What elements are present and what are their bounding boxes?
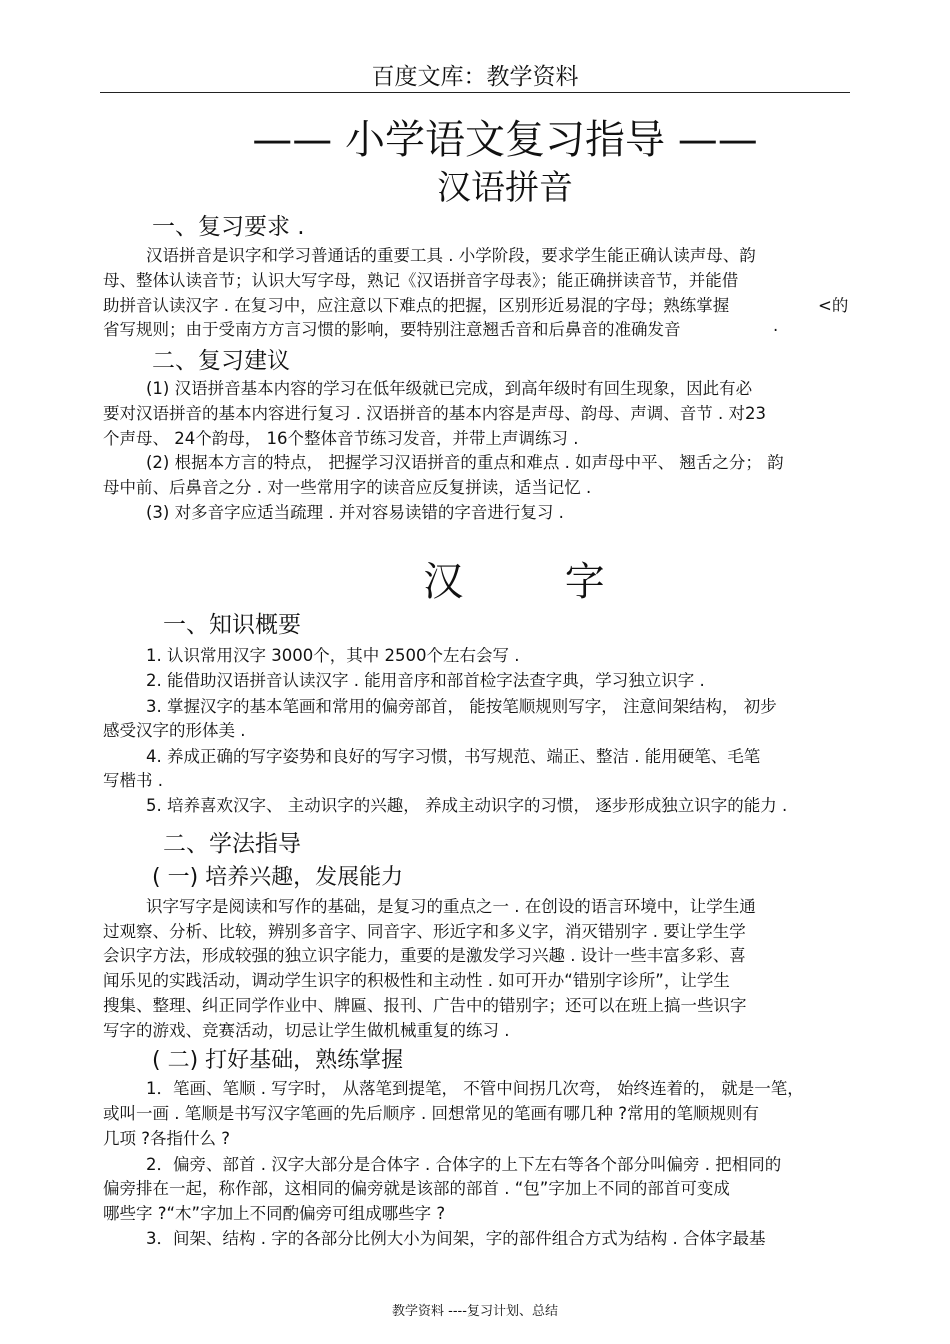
paragraph-line: 闻乐见的实践活动，调动学生识字的积极性和主动性 . 如可开办“错别字诊所”，让学生 <box>103 971 730 990</box>
paragraph-line: (3) 对多音字应适当疏理 . 并对容易读错的字音进行复习 . <box>146 503 564 522</box>
page-header: 百度文库：教学资料 <box>371 64 579 90</box>
subsection-heading: ( 二) 打好基础，熟练掌握 <box>152 1048 404 1073</box>
paragraph-line: 写字的游戏、竞赛活动，切忌让学生做机械重复的练习 . <box>103 1021 510 1040</box>
paragraph-line: 汉语拼音是识字和学习普通话的重要工具 . 小学阶段，要求学生能正确认读声母、韵 <box>146 246 756 265</box>
paragraph-line: 1．笔画、笔顺 . 写字时， 从落笔到提笔， 不管中间拐几次弯， 始终连着的， 就是一笔， <box>146 1079 804 1098</box>
paragraph-fragment: <的 <box>818 296 849 315</box>
paragraph-line: 母、整体认读音节；认识大写字母，熟记《汉语拼音字母表》；能正确拼读音节，并能借 <box>103 271 739 290</box>
paragraph-line: (2) 根据本方言的特点， 把握学习汉语拼音的重点和难点 . 如声母中平、 翘舌之分； 韵 <box>146 453 784 472</box>
paragraph-line: 助拼音认读汉字 . 在复习中，应注意以下难点的把握，区别形近易混的字母；熟练掌握 <box>103 296 730 315</box>
subsection-heading: ( 一) 培养兴趣，发展能力 <box>152 865 404 890</box>
paragraph-line: (1) 汉语拼音基本内容的学习在低年级就已完成，到高年级时有回生现象，因此有必 <box>146 379 753 398</box>
doc-subtitle: 汉语拼音 <box>437 168 573 208</box>
paragraph-line: 省写规则；由于受南方方言习惯的影响，要特别注意翘舌音和后鼻音的准确发音 <box>103 320 681 339</box>
paragraph-line: 或叫一画 . 笔顺是书写汉字笔画的先后顺序 . 回想常见的笔画有哪几种 ?常用的笔顺规则有 <box>103 1104 759 1123</box>
paragraph-line: 2．偏旁、部首 . 汉字大部分是合体字 . 合体字的上下左右等各个部分叫偏旁 . 把相同的 <box>146 1155 782 1174</box>
paragraph-line: 哪些字 ?“木”字加上不同酌偏旁可组成哪些字 ? <box>103 1204 446 1223</box>
section-heading-method: 二、学法指导 <box>163 831 301 857</box>
paragraph-line: 识字写字是阅读和写作的基础，是复习的重点之一 . 在创设的语言环境中，让学生通 <box>146 897 756 916</box>
list-item: 4. 养成正确的写字姿势和良好的写字习惯，书写规范、端正、整洁 . 能用硬笔、毛笔 <box>146 747 761 766</box>
paragraph-line: 几项 ?各指什么 ? <box>103 1129 231 1148</box>
section-title-char: 字 <box>564 559 607 605</box>
paragraph-line: 3．间架、结构 . 字的各部分比例大小为间架，字的部件组合方式为结构 . 合体字最基 <box>146 1229 766 1248</box>
page-footer: 教学资料 ----复习计划、总结 <box>392 1304 558 1319</box>
paragraph-line: 要对汉语拼音的基本内容进行复习 . 汉语拼音的基本内容是声母、韵母、声调、音节 . 对23 <box>103 404 766 423</box>
section-heading-suggestions: 二、复习建议 <box>152 348 290 374</box>
paragraph-fragment: . <box>773 316 779 335</box>
paragraph-line: 个声母、 24个韵母， 16个整体音节练习发音，并带上声调练习 . <box>103 429 579 448</box>
section-heading-knowledge: 一、知识概要 <box>163 612 301 638</box>
list-item: 1. 认识常用汉字 3000个，其中 2500个左右会写 . <box>146 646 520 665</box>
list-item: 5. 培养喜欢汉字、 主动识字的兴趣， 养成主动识字的习惯， 逐步形成独立识字的能力 . <box>146 796 788 815</box>
doc-title: —— 小学语文复习指导 —— <box>252 117 758 163</box>
list-item: 感受汉字的形体美 . <box>103 721 246 740</box>
paragraph-line: 过观察、分析、比较，辨别多音字、同音字、形近字和多义字，消灭错别字 . 要让学生学 <box>103 922 746 941</box>
list-item: 3. 掌握汉字的基本笔画和常用的偏旁部首， 能按笔顺规则写字， 注意间架结构， 初步 <box>146 697 777 716</box>
paragraph-line: 偏旁排在一起，称作部，这相同的偏旁就是该部的部首 . “包”字加上不同的部首可变成 <box>103 1179 730 1198</box>
header-divider <box>100 92 850 93</box>
section-title-char: 汉 <box>423 559 466 605</box>
section-title-hanzi <box>0 550 950 607</box>
list-item: 2. 能借助汉语拼音认读汉字 . 能用音序和部首检字法查字典，学习独立识字 . <box>146 671 705 690</box>
paragraph-line: 搜集、整理、纠正同学作业中、牌匾、报刊、广告中的错别字；还可以在班上搞一些识字 <box>103 996 747 1015</box>
paragraph-line: 会识字方法，形成较强的独立识字能力，重要的是激发学习兴趣 . 设计一些丰富多彩、喜 <box>103 946 746 965</box>
list-item: 写楷书 . <box>103 771 163 790</box>
section-heading-requirements: 一、复习要求 . <box>152 214 305 240</box>
paragraph-line: 母中前、后鼻音之分 . 对一些常用字的读音应反复拼读，适当记忆 . <box>103 478 592 497</box>
